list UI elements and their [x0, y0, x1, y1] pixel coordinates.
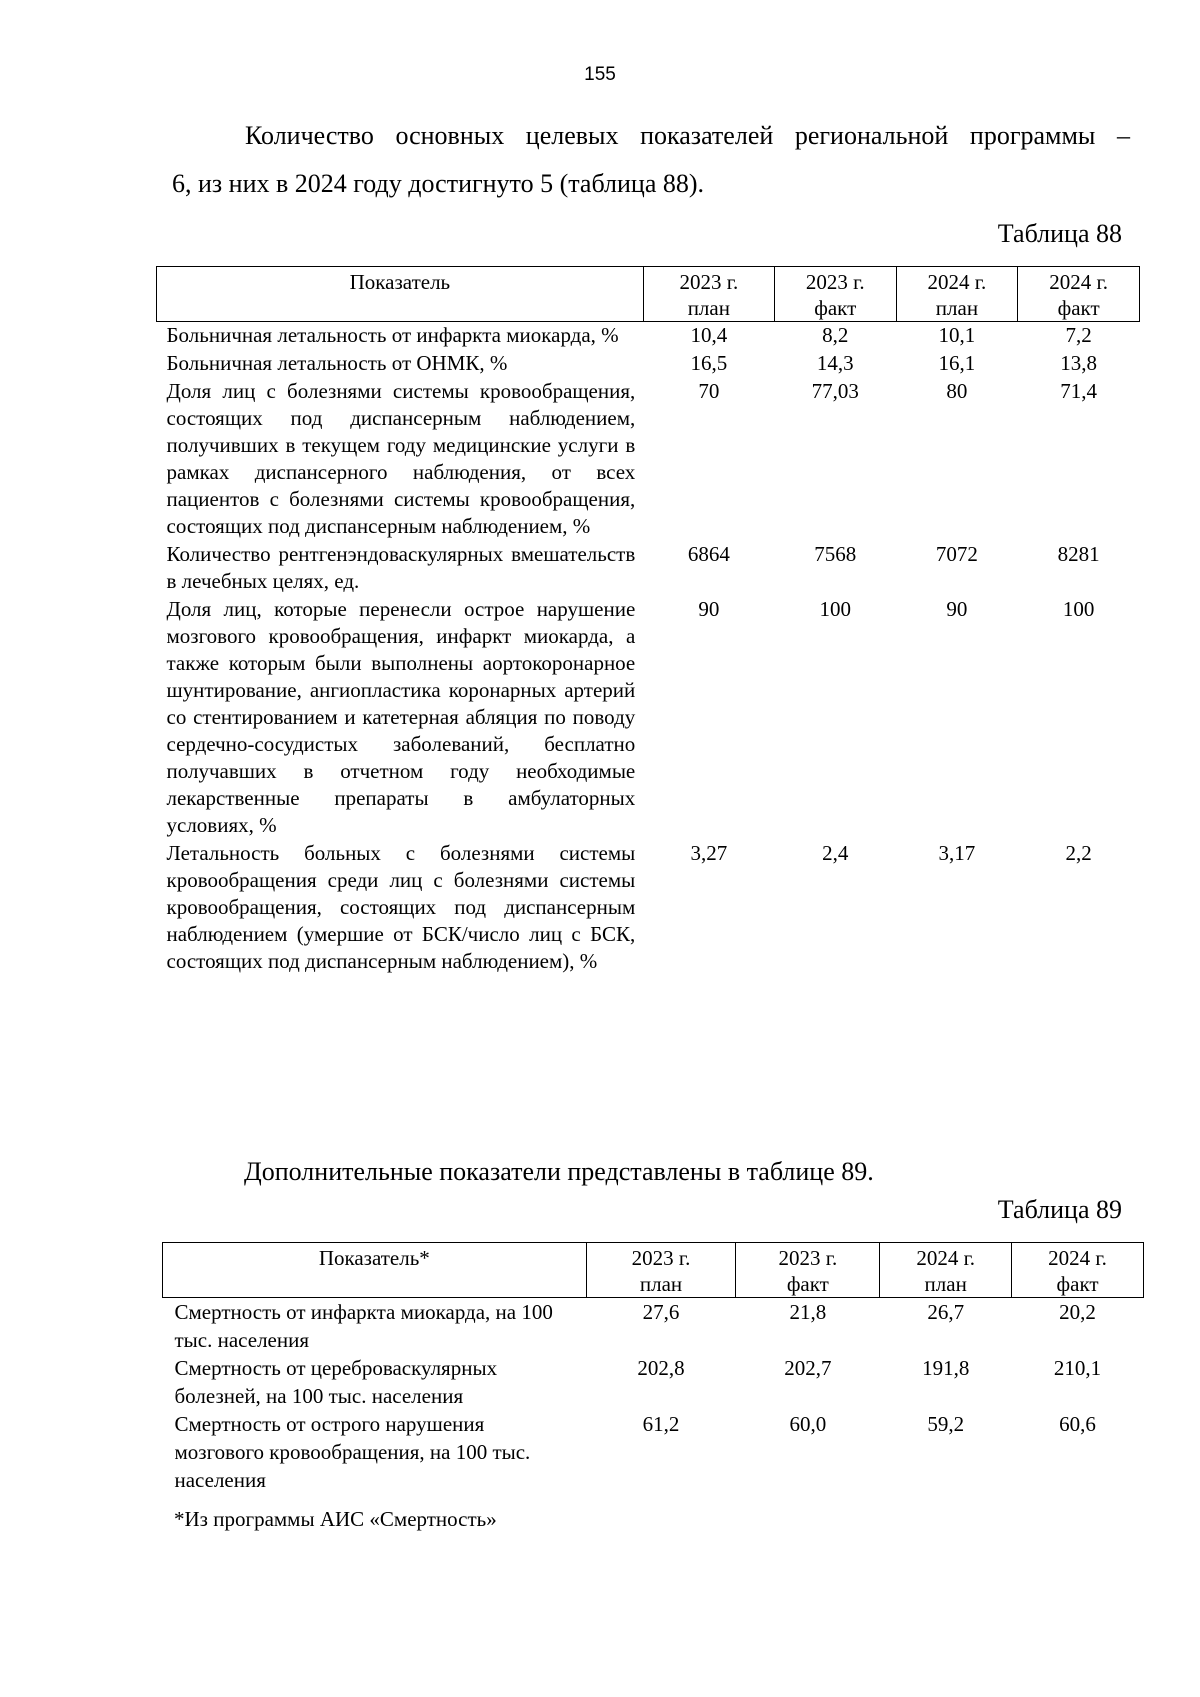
cell-2023-plan: 90 — [698, 597, 720, 621]
table-row — [157, 322, 1140, 351]
table-row — [163, 1298, 1144, 1355]
cell-2024-fact: 71,4 — [1060, 379, 1097, 403]
table-row — [163, 1410, 1144, 1494]
table-88-header-indicator: Показатель — [157, 267, 644, 322]
row-label: Летальность больных с болезнями системы кровообращения среди лиц с болезнями системы кровообращения, состоящих под диспансерным наблюдением (умершие от БСК/число лиц с БСК, состоящих под диспансерным наблюдением), % — [166, 841, 636, 973]
row-label: Больничная летальность от ОНМК, % — [166, 351, 508, 375]
cell-2024-plan: 80 — [946, 379, 968, 403]
table-88-caption: Таблица 88 — [997, 219, 1122, 248]
table-88-header-2024-fact: 2024 г. факт — [1018, 267, 1140, 322]
row-label: Количество рентгенэндоваскулярных вмешательств в лечебных целях, ед. — [166, 542, 636, 593]
table-row — [157, 840, 1140, 976]
cell-2023-plan: 202,8 — [637, 1356, 685, 1380]
table-88-header-row — [157, 267, 1140, 322]
table-89-header-2023-plan: 2023 г. план — [586, 1243, 736, 1298]
table-row — [163, 1354, 1144, 1410]
row-label: Больничная летальность от инфаркта миокарда, % — [166, 323, 619, 347]
table-row — [157, 378, 1140, 541]
table-89-header-2024-fact: 2024 г. факт — [1012, 1243, 1144, 1298]
table-89-caption: Таблица 89 — [997, 1195, 1122, 1224]
cell-2024-plan: 191,8 — [922, 1356, 970, 1380]
cell-2023-fact: 7568 — [814, 542, 857, 566]
mid-paragraph: Дополнительные показатели представлены в таблице 89. — [244, 1157, 874, 1186]
cell-2024-plan: 26,7 — [927, 1300, 965, 1324]
row-label: Смертность от инфаркта миокарда, на 100 тыс. населения — [174, 1300, 553, 1352]
row-label: Смертность от цереброваскулярных болезней, на 100 тыс. населения — [174, 1356, 498, 1408]
cell-2023-fact: 60,0 — [789, 1412, 827, 1436]
table-88-header-2024-plan: 2024 г. план — [896, 267, 1018, 322]
cell-2024-fact: 20,2 — [1059, 1300, 1096, 1324]
table-row — [157, 541, 1140, 596]
cell-2024-plan: 7072 — [935, 542, 978, 566]
intro-paragraph — [172, 112, 1130, 208]
cell-2024-fact: 60,6 — [1059, 1412, 1096, 1436]
intro-line-1: Количество основных целевых показателей региональной программы – — [245, 121, 1130, 150]
table-88-header-2023-plan: 2023 г. план — [643, 267, 774, 322]
table-row — [157, 350, 1140, 378]
table-row — [157, 596, 1140, 840]
cell-2023-plan: 27,6 — [642, 1300, 680, 1324]
cell-2024-fact: 210,1 — [1053, 1356, 1102, 1380]
intro-line-2: 6, из них в 2024 году достигнуто 5 (таблица 88). — [172, 169, 705, 198]
row-label: Смертность от острого нарушения мозгового кровообращения, на 100 тыс. населения — [174, 1412, 531, 1492]
cell-2023-plan: 10,4 — [690, 323, 728, 347]
cell-2023-plan: 6864 — [687, 542, 730, 566]
cell-2024-fact: 8281 — [1057, 542, 1100, 566]
cell-2023-plan: 70 — [698, 379, 720, 403]
cell-2023-plan: 3,27 — [690, 841, 728, 865]
table-89-footnote: *Из программы АИС «Смертность» — [174, 1507, 497, 1531]
cell-2023-fact: 21,8 — [789, 1300, 827, 1324]
cell-2024-fact: 2,2 — [1065, 841, 1092, 865]
table-88-header-2023-fact: 2023 г. факт — [774, 267, 896, 322]
cell-2023-fact: 77,03 — [811, 379, 859, 403]
cell-2024-fact: 100 — [1062, 597, 1095, 621]
cell-2023-fact: 202,7 — [784, 1356, 832, 1380]
cell-2024-plan: 90 — [946, 597, 968, 621]
table-89 — [162, 1242, 1144, 1494]
table-88 — [156, 266, 1140, 976]
cell-2023-fact: 100 — [819, 597, 851, 621]
table-89-header-row — [163, 1243, 1144, 1298]
cell-2024-plan: 10,1 — [938, 323, 976, 347]
cell-2023-plan: 61,2 — [642, 1412, 680, 1436]
cell-2024-fact: 7,2 — [1065, 323, 1092, 347]
page-number: 155 — [584, 64, 616, 85]
row-label: Доля лиц, которые перенесли острое нарушение мозгового кровообращения, инфаркт миокарда, а также которым были выполнены аортокоронарное шунтирование, ангиопластика коронарных артерий со стентированием и катетерная абляция по поводу сердечно-сосудистых заболеваний, бесплатно получавших в отчетном году необходимые лекарственные препараты в амбулаторных условиях, % — [166, 597, 636, 837]
cell-2023-fact: 2,4 — [822, 841, 849, 865]
table-89-header-2024-plan: 2024 г. план — [880, 1243, 1012, 1298]
cell-2023-fact: 14,3 — [816, 351, 854, 375]
cell-2024-plan: 3,17 — [938, 841, 976, 865]
table-89-header-2023-fact: 2023 г. факт — [736, 1243, 880, 1298]
cell-2023-plan: 16,5 — [690, 351, 728, 375]
cell-2023-fact: 8,2 — [822, 323, 849, 347]
cell-2024-plan: 59,2 — [927, 1412, 965, 1436]
row-label: Доля лиц с болезнями системы кровообращения, состоящих под диспансерным наблюдением, получивших в текущем году медицинские услуги в рамках диспансерного наблюдения, от всех пациентов с болезнями системы кровообращения, состоящих под диспансерным наблюдением, % — [166, 379, 636, 538]
table-89-header-indicator: Показатель* — [163, 1243, 587, 1298]
cell-2024-fact: 13,8 — [1060, 351, 1097, 375]
cell-2024-plan: 16,1 — [938, 351, 976, 375]
